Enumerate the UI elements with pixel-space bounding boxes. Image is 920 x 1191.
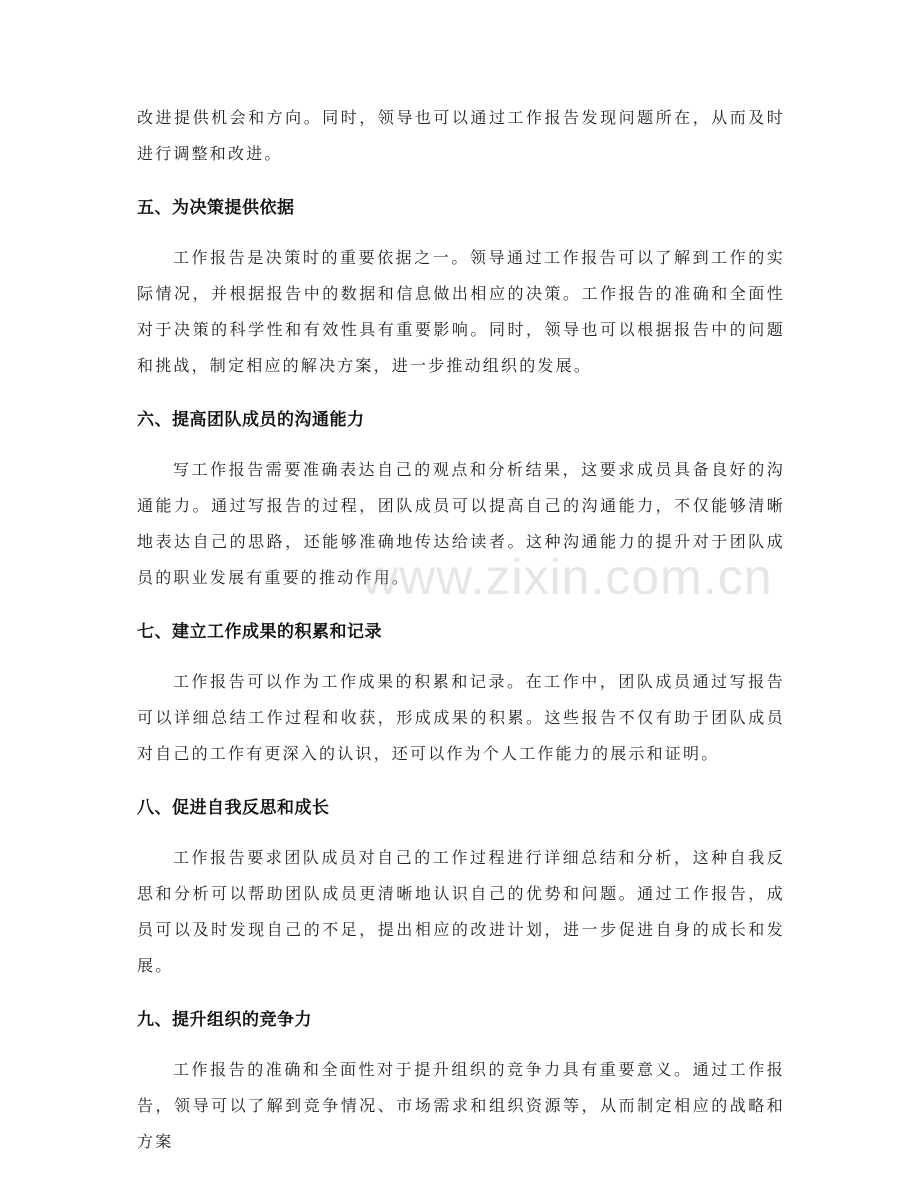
watermark-text: www.zixin.com.cn bbox=[362, 549, 773, 605]
intro-paragraph: 改进提供机会和方向。同时，领导也可以通过工作报告发现问题所在，从而及时进行调整和改进。 bbox=[137, 108, 785, 163]
document-page bbox=[137, 100, 785, 1160]
section-body-8: 工作报告要求团队成员对自己的工作过程进行详细总结和分析，这种自我反思和分析可以帮助团队成员更清晰地认识自己的优势和问题。通过工作报告，成员可以及时发现自己的不足，提出相应的改进计划，进一步促进自身的成长和发展。 bbox=[137, 848, 785, 975]
section-heading-5: 五、为决策提供依据 bbox=[137, 198, 295, 218]
section-body-6: 写工作报告需要准确表达自己的观点和分析结果，这要求成员具备良好的沟通能力。通过写报告的过程，团队成员可以提高自己的沟通能力，不仅能够清晰地表达自己的思路，还能够准确地传达给读者。这种沟通能力的提升对于团队成员的职业发展有重要的推动作用。 bbox=[137, 460, 785, 587]
section-heading-9: 九、提升组织的竞争力 bbox=[137, 1010, 312, 1030]
section-heading-7: 七、建立工作成果的积累和记录 bbox=[137, 622, 382, 642]
section-body-9: 工作报告的准确和全面性对于提升组织的竞争力具有重要意义。通过工作报告，领导可以了解到竞争情况、市场需求和组织资源等，从而制定相应的战略和方案 bbox=[137, 1060, 785, 1151]
section-body-5: 工作报告是决策时的重要依据之一。领导通过工作报告可以了解到工作的实际情况，并根据报告中的数据和信息做出相应的决策。工作报告的准确和全面性对于决策的科学性和有效性具有重要影响。同时，领导也可以根据报告中的问题和挑战，制定相应的解决方案，进一步推动组织的发展。 bbox=[137, 248, 785, 375]
section-body-7: 工作报告可以作为工作成果的积累和记录。在工作中，团队成员通过写报告可以详细总结工作过程和收获，形成成果的积累。这些报告不仅有助于团队成员对自己的工作有更深入的认识，还可以作为个人工作能力的展示和证明。 bbox=[137, 672, 785, 763]
section-heading-8: 八、促进自我反思和成长 bbox=[137, 798, 330, 818]
section-heading-6: 六、提高团队成员的沟通能力 bbox=[137, 410, 365, 430]
